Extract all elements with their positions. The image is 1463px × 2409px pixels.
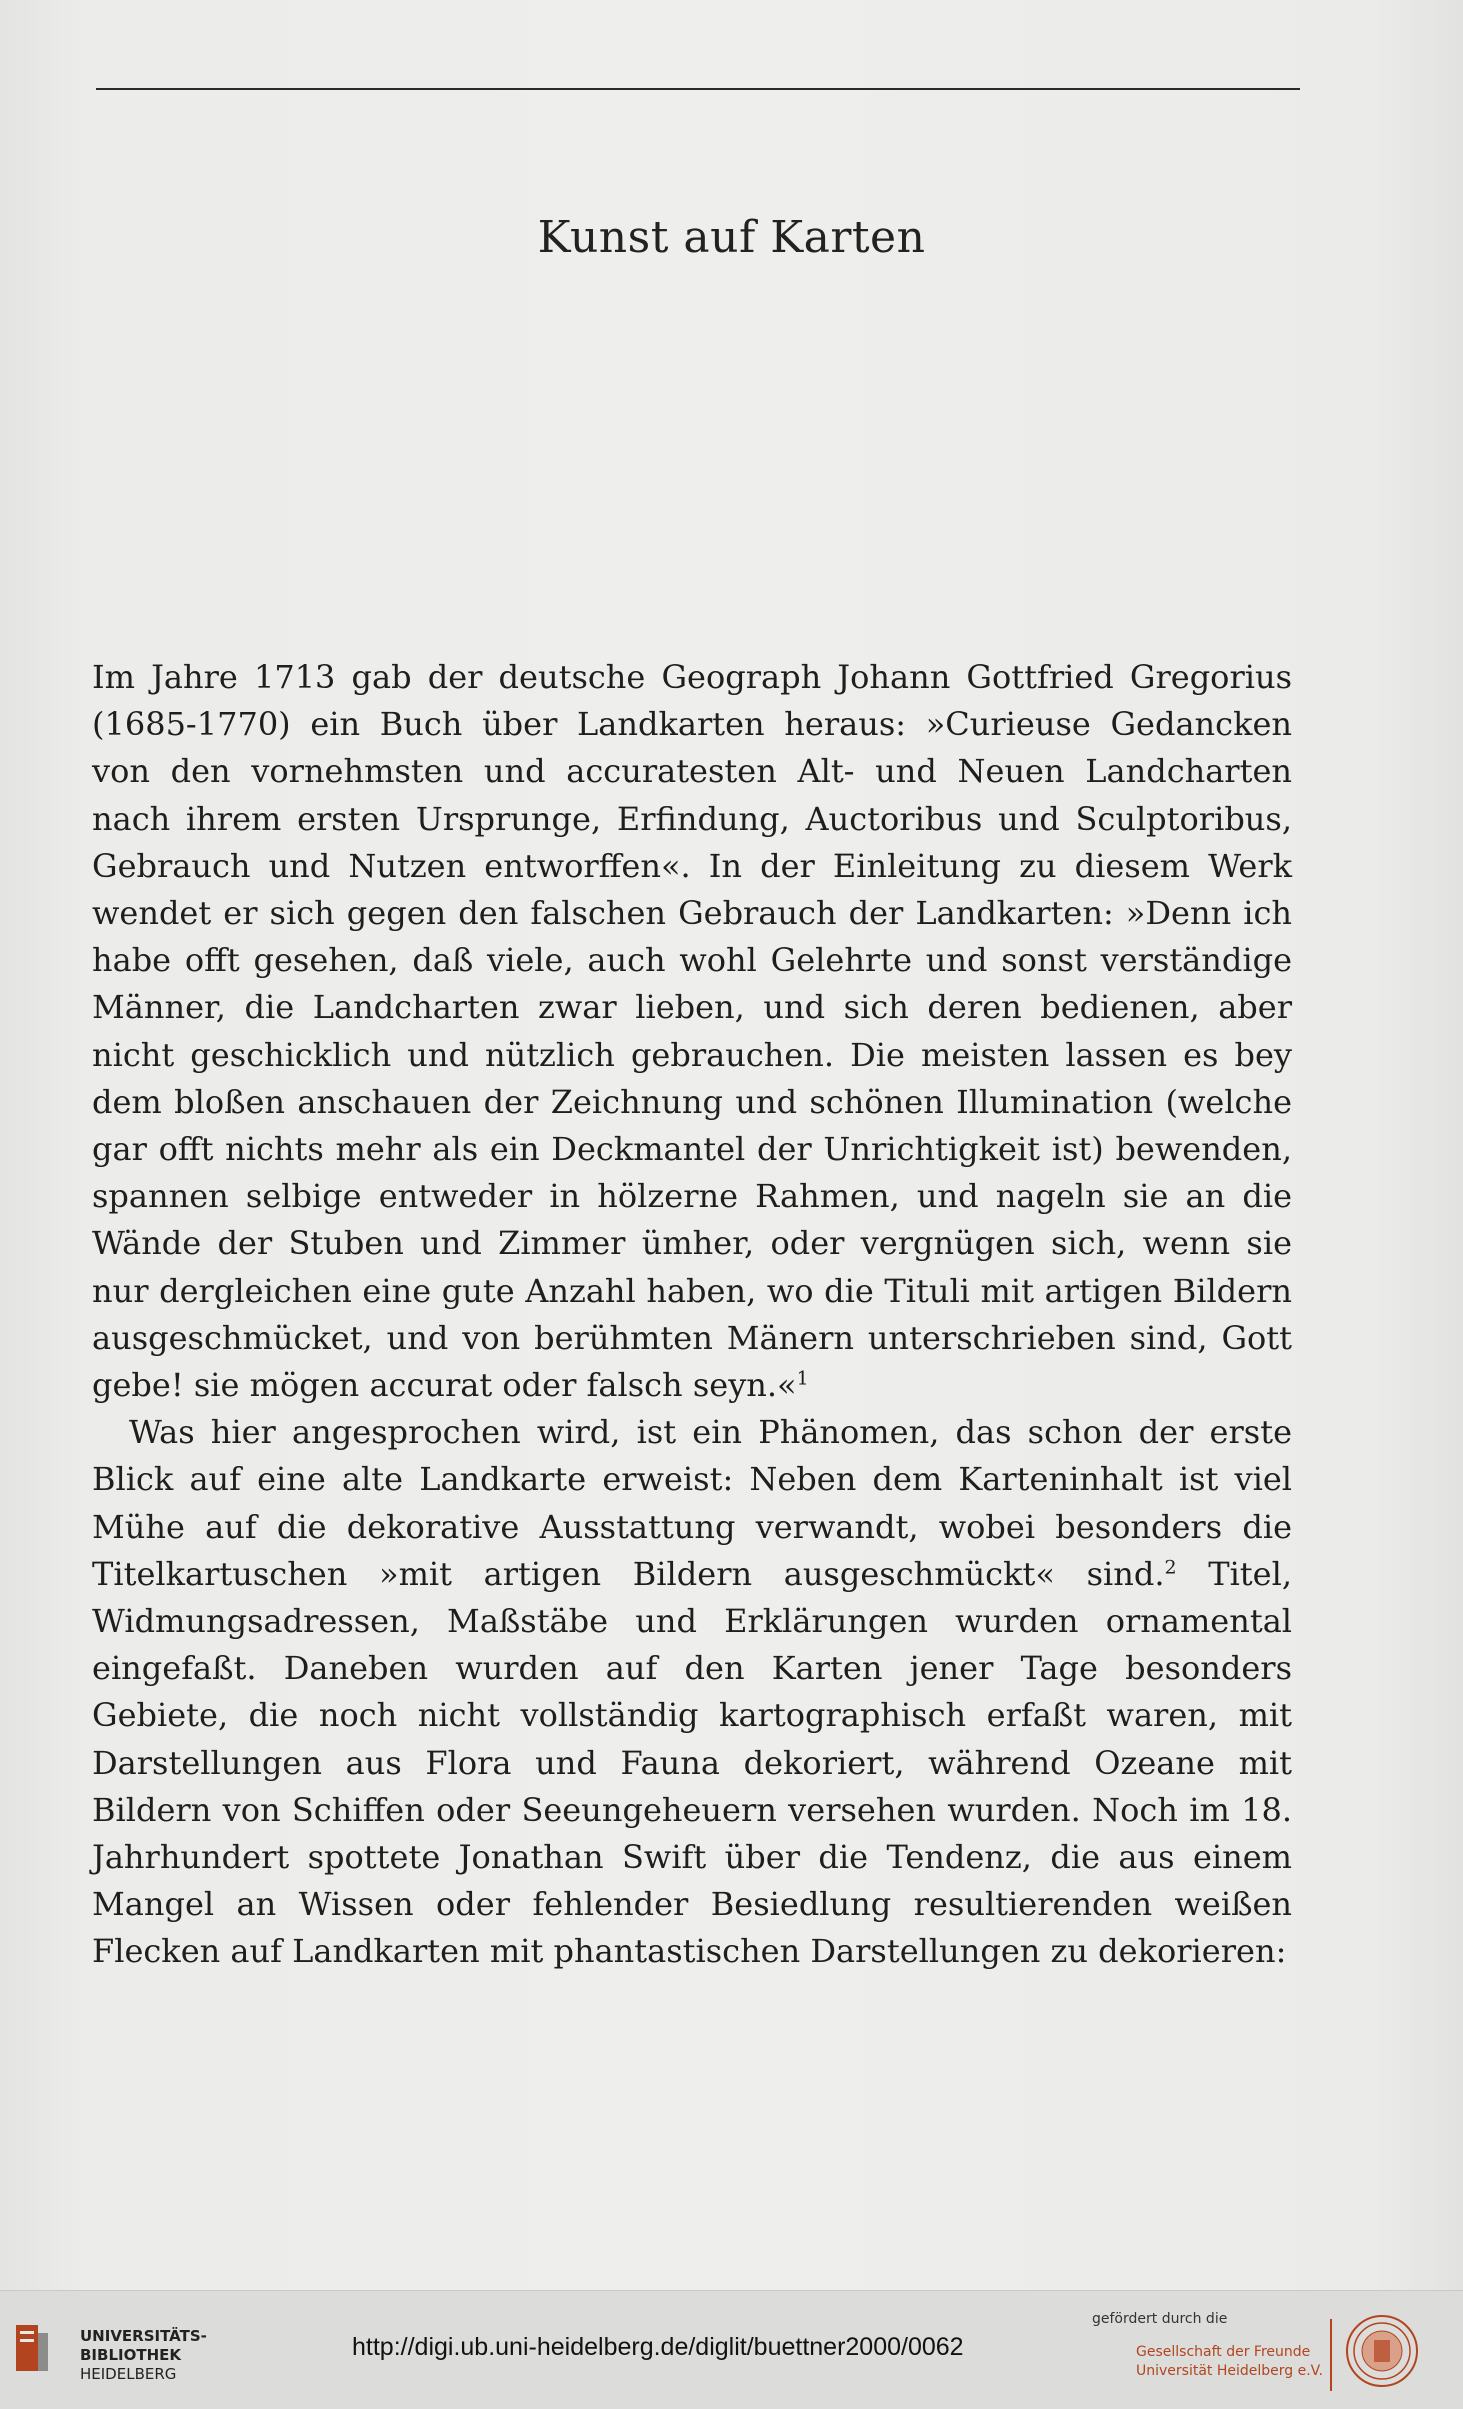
header-rule bbox=[96, 88, 1300, 90]
university-seal-icon bbox=[1345, 2314, 1419, 2388]
chapter-title: Kunst auf Karten bbox=[537, 212, 926, 263]
library-name-line2: BIBLIOTHEK bbox=[80, 2346, 181, 2364]
digitization-footer bbox=[0, 2290, 1463, 2409]
paragraph-2 bbox=[92, 1409, 1292, 1975]
paragraph-2-text-end: Titel, Widmungsadressen, Maßstäbe und Erklärungen wurden ornamental eingefaßt. Daneben wurden auf den Karten jener Tage besonders Gebiete, die noch nicht vollständig kartographisch erfaßt waren, mit Darstellungen aus Flora und Fauna dekoriert, während Ozeane mit Bildern von Schiffen oder Seeungeheuern versehen wurden. Noch im 18. Jahrhundert spottete Jonathan Swift über die Tendenz, die aus einem Mangel an Wissen oder fehlender Besiedlung resultierenden weißen Flecken auf Landkarten mit phantastischen Darstellungen zu dekorieren: bbox=[92, 1554, 1292, 1971]
paragraph-1 bbox=[92, 654, 1292, 1409]
footnote-marker-2[interactable]: 2 bbox=[1164, 1556, 1177, 1579]
body-text bbox=[92, 654, 1292, 1976]
paragraph-2-text-start: Was hier angesprochen wird, ist ein Phänomen, das schon der erste Blick auf eine alte Landkarte erweist: Neben dem Karteninhalt ist viel Mühe auf die dekorative Ausstattung verwandt, wobei besonders die Titelkartuschen »mit artigen Bildern ausgeschmückt« sind. bbox=[92, 1413, 1292, 1593]
library-name-line1: UNIVERSITÄTS- bbox=[80, 2327, 207, 2345]
library-name-line3: HEIDELBERG bbox=[80, 2365, 177, 2383]
library-name bbox=[80, 2327, 207, 2384]
sponsor-name bbox=[1136, 2343, 1323, 2381]
paragraph-1-text: Im Jahre 1713 gab der deutsche Geograph Johann Gottfried Gregorius (1685-1770) ein Buch über Landkarten heraus: »Curieuse Gedancken von den vornehmsten und accuratesten Alt- und Neuen Landcharten nach ihrem ersten Ursprunge, Erfindung, Auctoribus und Sculptoribus, Gebrauch und Nutzen entworffen«. In der Einleitung zu diesem Werk wendet er sich gegen den falschen Gebrauch der Landkarten: »Denn ich habe offt gesehen, daß viele, auch wohl Gelehrte und sonst verständige Männer, die Landcharten zwar lieben, und sich deren bedienen, aber nicht geschicklich und nützlich gebrauchen. Die meisten lassen es bey dem bloßen anschauen der Zeichnung und schönen Illumination (welche gar offt nichts mehr als ein Deckmantel der Unrichtigkeit ist) bewenden, spannen selbige entweder in hölzerne Rahmen, und nageln sie an die Wände der Stuben und Zimmer ümher, oder vergnügen sich, wenn sie nur dergleichen eine gute Anzahl haben, wo die Tituli mit artigen Bildern ausgeschmücket, und von berühmten Mänern unterschrieben sind, Gott gebe! sie mögen accurat oder falsch seyn.« bbox=[92, 658, 1292, 1405]
permalink-url[interactable]: http://digi.ub.uni-heidelberg.de/diglit/buettner2000/0062 bbox=[352, 2333, 964, 2361]
sponsor-label: gefördert durch die bbox=[1092, 2311, 1228, 2327]
ub-heidelberg-logo-icon bbox=[14, 2319, 50, 2377]
sponsor-name-line2: Universität Heidelberg e.V. bbox=[1136, 2363, 1323, 2379]
sponsor-name-line1: Gesellschaft der Freunde bbox=[1136, 2344, 1311, 2360]
footnote-marker-1[interactable]: 1 bbox=[796, 1367, 809, 1390]
sponsor-divider bbox=[1330, 2319, 1332, 2391]
